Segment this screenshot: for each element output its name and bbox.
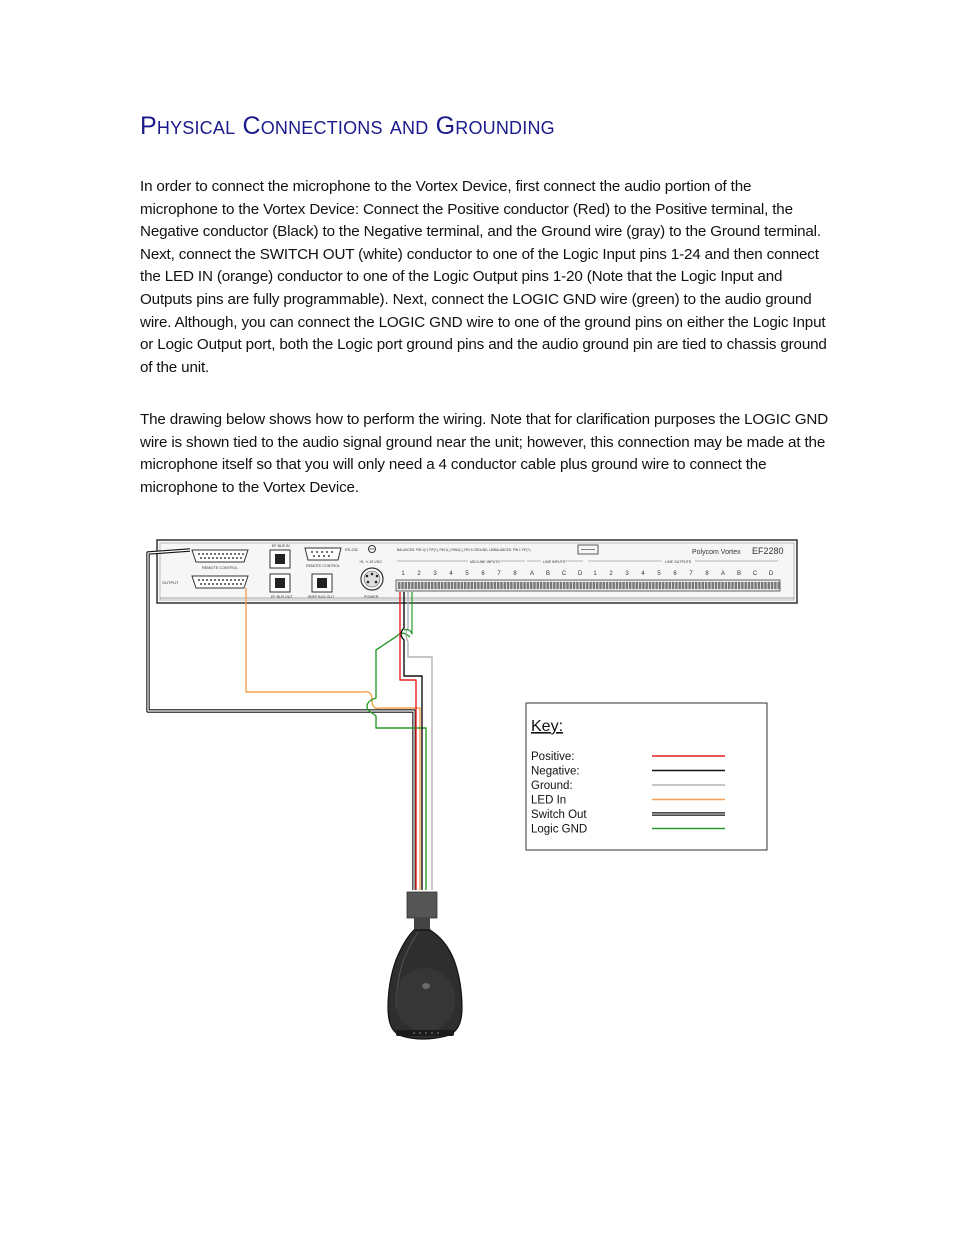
terminal-pin	[573, 582, 575, 589]
terminal-pin	[718, 582, 720, 589]
terminal-pin	[688, 582, 690, 589]
logic-gnd-wire	[367, 633, 426, 890]
terminal-pin	[457, 582, 459, 589]
terminal-pin	[715, 582, 717, 589]
terminal-pin	[467, 582, 469, 589]
output-label: OUTPUT	[162, 580, 179, 585]
terminal-pin	[500, 582, 502, 589]
terminal-pin	[527, 582, 529, 589]
terminal-pin	[510, 582, 512, 589]
line-inputs-label: LINE INPUTS	[543, 560, 566, 564]
page-title: Physical Connections and Grounding	[140, 112, 555, 140]
terminal-pin	[616, 582, 618, 589]
ir-bus-out-label: EF BUS OUT	[271, 595, 293, 599]
terminal-pin	[398, 582, 400, 589]
terminal-pin	[461, 582, 463, 589]
terminal-pin	[682, 582, 684, 589]
terminal-pin	[523, 582, 525, 589]
device-rear-panel	[157, 540, 797, 603]
terminal-pin	[540, 582, 542, 589]
terminal-pin	[405, 582, 407, 589]
terminal-pin	[659, 582, 661, 589]
remote-control-label-2: REMOTE CONTROL	[306, 564, 340, 568]
channel-label: D	[577, 571, 583, 577]
terminal-pin	[672, 582, 674, 589]
channel-label: A	[720, 571, 726, 577]
terminal-pin	[408, 582, 410, 589]
terminal-pin	[533, 582, 535, 589]
channel-label: C	[561, 571, 567, 577]
ir-ef-bus-out-jack	[312, 574, 332, 592]
terminal-pin	[646, 582, 648, 589]
terminal-pin	[490, 582, 492, 589]
device-model: EF2280	[752, 546, 784, 556]
channel-label: 2	[417, 571, 421, 577]
terminal-pin	[576, 582, 578, 589]
terminal-pin	[619, 582, 621, 589]
terminal-pin	[754, 582, 756, 589]
terminal-pin	[639, 582, 641, 589]
terminal-pin	[652, 582, 654, 589]
terminal-pin	[570, 582, 572, 589]
output-db25-connector	[192, 576, 248, 588]
terminal-pin	[497, 582, 499, 589]
terminal-pin	[464, 582, 466, 589]
terminal-pin	[566, 582, 568, 589]
terminal-pin	[649, 582, 651, 589]
terminal-pin	[424, 582, 426, 589]
terminal-pin	[655, 582, 657, 589]
power-rating-label: +5, +/-15 VDC	[359, 560, 382, 564]
terminal-pin	[560, 582, 562, 589]
channel-label: B	[545, 571, 551, 577]
terminal-pin	[520, 582, 522, 589]
terminal-pin	[441, 582, 443, 589]
led-in-wire	[246, 588, 420, 890]
channel-label: A	[529, 571, 535, 577]
terminal-pin	[599, 582, 601, 589]
terminal-pin	[695, 582, 697, 589]
terminal-pin	[712, 582, 714, 589]
terminal-pin	[708, 582, 710, 589]
terminal-pin	[550, 582, 552, 589]
terminal-pin	[487, 582, 489, 589]
terminal-pin	[702, 582, 704, 589]
terminal-pin	[662, 582, 664, 589]
terminal-pin	[431, 582, 433, 589]
terminal-pin	[669, 582, 671, 589]
rs232-label: RS-232	[345, 548, 358, 552]
terminal-pin	[606, 582, 608, 589]
terminal-pin	[448, 582, 450, 589]
remote-control-label: REMOTE CONTROL	[202, 566, 238, 570]
channel-label: 8	[705, 571, 709, 577]
ir-bus-out-jack	[270, 574, 290, 592]
terminal-pin	[738, 582, 740, 589]
terminal-pin	[774, 582, 776, 589]
channel-label: 1	[401, 571, 405, 577]
terminal-pin	[642, 582, 644, 589]
channel-label: 7	[497, 571, 501, 577]
terminal-pin	[553, 582, 555, 589]
terminal-pin	[725, 582, 727, 589]
terminal-pin	[477, 582, 479, 589]
channel-label: 5	[657, 571, 661, 577]
terminal-pin	[748, 582, 750, 589]
terminal-pin	[484, 582, 486, 589]
terminal-pin	[438, 582, 440, 589]
terminal-pin	[622, 582, 624, 589]
terminal-pin	[563, 582, 565, 589]
intro-paragraph: In order to connect the microphone to the Vortex Device, first connect the audio portion of the microphone to the Vortex Device: Connect the Positive conductor (Red) to the Positive terminal, the Negative conductor (Black) to the Negative terminal, and the Ground wire (gray) to the Ground terminal. Next, connect the SWITCH OUT (white) conductor to one of the Logic Input pins 1-24 and then connect the LED IN (orange) conductor to one of the Logic Output pins 1-20 (Note that the Logic Input and Outputs pins are fully programmable). Next, connect the LOGIC GND wire (green) to the audio ground wire. Although, you can connect the LOGIC GND wire to one of the ground pins on either the Logic Input or Logic Output port, both the Logic port ground pins and the audio ground pin are tied to chassis ground of the unit.	[140, 178, 827, 376]
terminal-pin	[675, 582, 677, 589]
channel-label: 2	[609, 571, 613, 577]
terminal-pin	[586, 582, 588, 589]
terminal-pin	[705, 582, 707, 589]
power-label: POWER	[364, 595, 379, 599]
terminal-pin	[583, 582, 585, 589]
wiring-diagram	[0, 530, 954, 1060]
terminal-pin	[626, 582, 628, 589]
terminal-pin	[593, 582, 595, 589]
terminal-pin	[692, 582, 694, 589]
terminal-pin	[517, 582, 519, 589]
key-item-label: Ground:	[531, 780, 573, 792]
terminal-pin	[603, 582, 605, 589]
line-outputs-label: LINE OUTPUTS	[665, 560, 692, 564]
terminal-pin	[761, 582, 763, 589]
channel-label: 6	[673, 571, 677, 577]
channel-label: 3	[433, 571, 437, 577]
terminal-pin	[494, 582, 496, 589]
diagram-description-paragraph: The drawing below shows how to perform the wiring. Note that for clarification purposes the LOGIC GND wire is shown tied to the audio signal ground near the unit; however, this connection may be made at the microphone itself so that you will only need a 4 conductor cable plus ground wire to connect the microphone to the Vortex Device.	[140, 411, 829, 496]
key-item-label: Logic GND	[531, 823, 588, 836]
ir-bus-in-label: EF BUS IN	[272, 544, 290, 548]
terminal-pin	[537, 582, 539, 589]
terminal-pin	[415, 582, 417, 589]
terminal-pin	[731, 582, 733, 589]
terminal-pin	[514, 582, 516, 589]
terminal-pin	[589, 582, 591, 589]
terminal-pin	[758, 582, 760, 589]
terminal-pin	[596, 582, 598, 589]
terminal-pin	[721, 582, 723, 589]
terminal-pin	[454, 582, 456, 589]
cable-sleeve	[407, 892, 437, 918]
power-din-connector	[361, 568, 383, 590]
terminal-pin	[679, 582, 681, 589]
channel-label: D	[768, 571, 774, 577]
channel-label: 4	[641, 571, 645, 577]
channel-label: 4	[449, 571, 453, 577]
ir-ef-bus-out-label: IR/EF BUS OUT	[308, 595, 335, 599]
terminal-pin	[632, 582, 634, 589]
key-item-label: Positive:	[531, 751, 575, 763]
channel-label: 3	[625, 571, 629, 577]
terminal-pin	[609, 582, 611, 589]
terminal-pin	[665, 582, 667, 589]
channel-label: 8	[513, 571, 517, 577]
remote-control-db25-connector	[192, 550, 248, 562]
wire-color-key	[526, 703, 767, 850]
key-title: Key:	[531, 718, 564, 735]
device-brand: Polycom Vortex	[692, 549, 741, 556]
terminal-pin	[728, 582, 730, 589]
terminal-pin	[481, 582, 483, 589]
terminal-pin	[474, 582, 476, 589]
terminal-block-strip	[396, 580, 780, 591]
terminal-pin	[451, 582, 453, 589]
channel-label: C	[752, 571, 758, 577]
terminal-pin	[629, 582, 631, 589]
terminal-pin	[764, 582, 766, 589]
mic-line-inputs-label: MIC/LINE INPUTS	[470, 560, 500, 564]
channel-label: B	[736, 571, 742, 577]
terminal-pin	[530, 582, 532, 589]
terminal-pin	[418, 582, 420, 589]
terminal-pin	[547, 582, 549, 589]
terminal-pin	[735, 582, 737, 589]
terminal-pin	[401, 582, 403, 589]
terminal-pin	[504, 582, 506, 589]
channel-label: 5	[465, 571, 469, 577]
terminal-pin	[741, 582, 743, 589]
terminal-pin	[771, 582, 773, 589]
terminal-pin	[685, 582, 687, 589]
pin-wiring-note: BALANCED: PIN 1(+) TIP(+), PIN 2(-) RING(-), PIN 3 GROUND, UNBALANCED: PIN 1 TIP(+)	[397, 548, 531, 552]
key-item-label: LED In	[531, 794, 567, 807]
terminal-pin	[778, 582, 780, 589]
channel-label: 7	[689, 571, 693, 577]
terminal-pin	[745, 582, 747, 589]
terminal-pin	[411, 582, 413, 589]
boundary-microphone	[388, 930, 462, 1039]
terminal-pin	[444, 582, 446, 589]
terminal-pin	[543, 582, 545, 589]
key-item-label: Switch Out	[531, 809, 587, 821]
terminal-pin	[768, 582, 770, 589]
terminal-pin	[751, 582, 753, 589]
terminal-pin	[580, 582, 582, 589]
negative-wire	[401, 592, 422, 890]
channel-label: 6	[481, 571, 485, 577]
terminal-pin	[636, 582, 638, 589]
terminal-pin	[556, 582, 558, 589]
key-item-label: Negative:	[531, 765, 580, 778]
terminal-pin	[698, 582, 700, 589]
mic-led-indicator	[422, 983, 430, 989]
terminal-pin	[507, 582, 509, 589]
ir-bus-in-jack	[270, 550, 290, 568]
terminal-pin	[471, 582, 473, 589]
terminal-pin	[613, 582, 615, 589]
cable-stem	[414, 918, 430, 930]
terminal-pin	[428, 582, 430, 589]
rs232-db9-connector	[305, 548, 341, 560]
channel-label: 1	[593, 571, 597, 577]
terminal-pin	[421, 582, 423, 589]
terminal-pin	[434, 582, 436, 589]
